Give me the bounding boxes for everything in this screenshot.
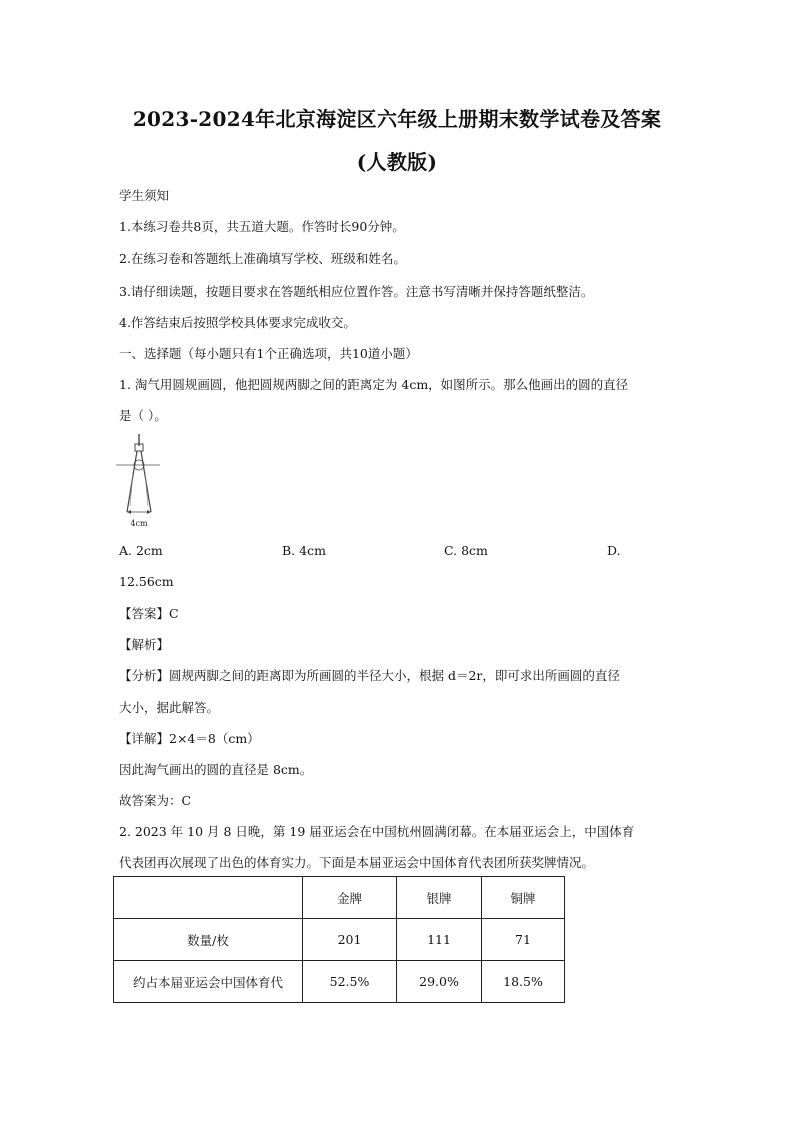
section-heading: 一、选择题（每小题只有1个正确选项，共10道小题） xyxy=(119,346,418,361)
document-title: 2023-2024年北京海淀区六年级上册期末数学试卷及答案 xyxy=(132,107,662,131)
measure-label: 4cm xyxy=(130,519,148,528)
option-b: B. 4cm xyxy=(282,543,326,558)
table-cell: 29.0% xyxy=(397,961,482,1003)
conclusion-text: 因此淘气画出的圆的直径是 8cm。 xyxy=(119,762,313,777)
question-2-stem-continued: 代表团再次展现了出色的体育实力。下面是本届亚运会中国体育代表团所获奖牌情况。 xyxy=(119,855,595,870)
notice-item: 2.在练习卷和答题纸上准确填写学校、班级和姓名。 xyxy=(119,251,406,266)
analysis-text: 【分析】圆规两脚之间的距离即为所画圆的半径大小，根据 d＝2r，即可求出所画圆的直径 xyxy=(119,668,620,683)
analysis-heading: 【解析】 xyxy=(119,637,170,652)
option-d: D. xyxy=(607,543,621,558)
table-row xyxy=(114,961,565,1003)
table-row xyxy=(114,919,565,961)
table-header-row xyxy=(114,877,565,919)
analysis-text-continued: 大小，据此解答。 xyxy=(119,700,220,715)
table-header-cell: 银牌 xyxy=(397,877,482,919)
medal-table xyxy=(113,876,565,1003)
question-1-stem-continued: 是（ ）。 xyxy=(119,408,167,423)
final-answer: 故答案为：C xyxy=(119,793,192,808)
question-2-stem: 2. 2023 年 10 月 8 日晚，第 19 届亚运会在中国杭州圆满闭幕。在本届亚运会上，中国体育 xyxy=(119,824,635,839)
question-1-stem: 1. 淘气用圆规画圆，他把圆规两脚之间的距离定为 4cm，如图所示。那么他画出的圆的直径 xyxy=(119,377,629,392)
document-subtitle: (人教版) xyxy=(356,150,438,174)
table-cell: 数量/枚 xyxy=(114,919,303,961)
option-c: C. 8cm xyxy=(444,543,488,558)
detail-text: 【详解】2×4＝8（cm） xyxy=(119,731,260,746)
table-cell: 约占本届亚运会中国体育代 xyxy=(114,961,303,1003)
table-cell: 52.5% xyxy=(303,961,397,1003)
table-header-cell: 金牌 xyxy=(303,877,397,919)
notice-item: 1.本练习卷共8页，共五道大题。作答时长90分钟。 xyxy=(119,219,405,234)
compass-figure xyxy=(116,432,166,528)
table-cell: 201 xyxy=(303,919,397,961)
notice-item: 4.作答结束后按照学校具体要求完成收交。 xyxy=(119,315,356,330)
table-cell: 111 xyxy=(397,919,482,961)
table-header-cell xyxy=(114,877,303,919)
notice-item: 3.请仔细读题，按题目要求在答题纸相应位置作答。注意书写清晰并保持答题纸整洁。 xyxy=(119,284,594,299)
option-a: A. 2cm xyxy=(119,543,163,558)
answer: 【答案】C xyxy=(119,606,179,621)
table-header-cell: 铜牌 xyxy=(482,877,565,919)
notice-heading: 学生须知 xyxy=(119,188,170,203)
option-d-value: 12.56cm xyxy=(119,574,174,589)
table-cell: 71 xyxy=(482,919,565,961)
table-cell: 18.5% xyxy=(482,961,565,1003)
